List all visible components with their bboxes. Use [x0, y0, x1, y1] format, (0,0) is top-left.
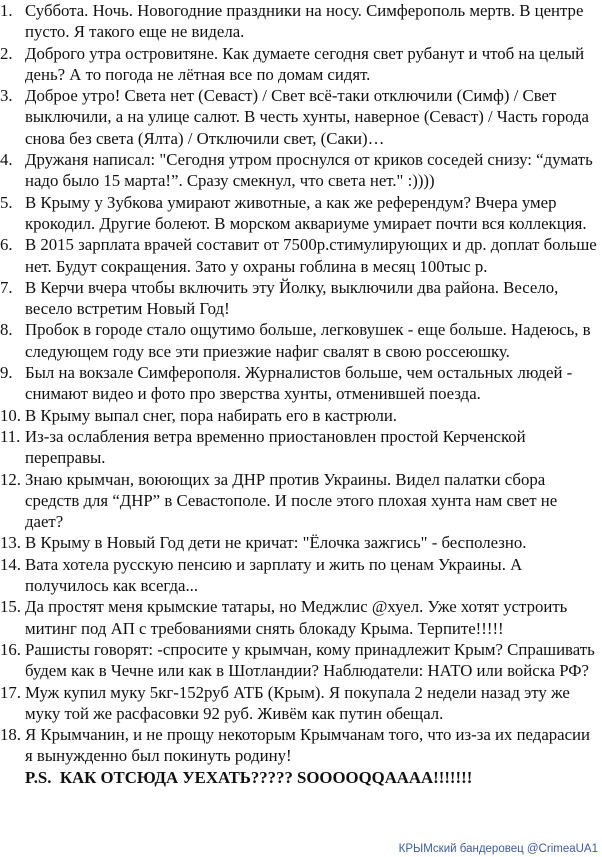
list-item: [0, 532, 602, 553]
list-item-number: 7.: [0, 277, 13, 297]
list-item-number: 12.: [0, 469, 21, 489]
list-item: [0, 149, 602, 192]
list-item-text: В Керчи вчера чтобы включить эту Йолку, выключили два района. Весело, весело встретим Новый Год!: [25, 277, 559, 319]
list-item-text: Муж купил муку 5кг-152руб АТБ (Крым). Я покупала 2 недели назад эту же муку той же расфасовки 92 руб. Живём как путин обещал.: [25, 682, 570, 723]
list-item-number: 1.: [0, 1, 13, 20]
list-item-text: Дружаня написал: "Сегодня утром проснулся от криков соседей снизу: “думать надо было 15 марта!”. Сразу смекнул, что света нет." :)))): [25, 150, 593, 191]
list-item: [0, 319, 602, 362]
list-item-text: Пробок в городе стало ощутимо больше, легковушек - еще больше. Надеюсь, в следующем году все эти приезжие нафиг свалят в свою россеюшку.: [25, 320, 591, 361]
list-item-number: 14.: [0, 554, 21, 574]
list-item-number: 4.: [0, 150, 13, 170]
list-item: [0, 0, 602, 43]
list-item-number: 5.: [0, 192, 13, 212]
list-item-text: Суббота. Ночь. Новогодние праздники на носу. Симферополь мертв. В центре пусто. Я такого еще не видела.: [25, 1, 584, 42]
list-item-text: В Крыму в Новый Год дети не кричат: "Ёлочка зажгись" - бесполезно.: [25, 533, 527, 553]
list-item-number: 8.: [0, 320, 13, 340]
postscript: [0, 767, 602, 788]
list-item: [0, 362, 602, 405]
list-item: [0, 85, 602, 149]
list-item-number: 9.: [0, 363, 13, 383]
list-item: [0, 682, 602, 725]
list-item: [0, 277, 602, 320]
list-item-number: 10.: [0, 405, 21, 425]
list-item: [0, 639, 602, 682]
list-item-text: Знаю крымчан, воюющих за ДНР против Украины. Видел палатки сбора средств для “ДНР” в Севастополе. И после этого плохая хунта нам свет не дает?: [25, 469, 558, 532]
list-item: [0, 234, 602, 277]
list-item-text: Вата хотела русскую пенсию и зарплату и жить по ценам Украины. А получилось как всегда...: [25, 554, 523, 596]
list-item-number: 13.: [0, 533, 21, 553]
list-item-number: 3.: [0, 86, 13, 106]
list-item: [0, 469, 602, 533]
list-item-text: Рашисты говорят: -спросите у крымчан, кому принадлежит Крым? Спрашивать будем как в Чечне или как в Шотландии? Наблюдатели: НАТО или войска РФ?: [25, 639, 595, 681]
list-item-text: В Крыму у Зубкова умирают животные, а как же референдум? Вчера умер крокодил. Другие болеют. В морском аквариуме умирает почти вся коллекция.: [25, 192, 587, 233]
list-item: [0, 724, 602, 767]
watermark: КРЫМский бандеровец @CrimeaUA1: [398, 843, 598, 855]
list-item-number: 17.: [0, 682, 21, 702]
list-item-text: Доброе утро! Света нет (Севаст) / Свет всё-таки отключили (Симф) / Свет выключили, а на улице салют. В честь хунты, наверное (Севаст) / Часть города снова без света (Ялта) / Отключили свет, (Саки)…: [25, 86, 589, 148]
list-item-text: Был на вокзале Симферополя. Журналистов больше, чем остальных людей - снимают видео и фото про зверства хунты, отменившей поезда.: [25, 363, 573, 404]
list-item-number: 15.: [0, 597, 21, 617]
postscript-label: P.S.: [25, 767, 52, 787]
list-item-number: 18.: [0, 725, 21, 745]
list-item-number: 16.: [0, 639, 21, 659]
list-item: [0, 192, 602, 235]
list-item: [0, 596, 602, 639]
list-item-text: Я Крымчанин, и не прощу некоторым Крымчанам того, что из-за их педарасии я вынужденно был покинуть родину!: [25, 725, 591, 766]
list-item: [0, 554, 602, 597]
list-item-text: Из-за ослабления ветра временно приостановлен простой Керченской переправы.: [25, 426, 526, 468]
postscript-text: КАК ОТСЮДА УЕХАТЬ????? SOOOOQQAAAA!!!!!!!: [59, 767, 473, 787]
list-item: [0, 426, 602, 469]
list-item: [0, 405, 602, 426]
list-item-text: Да простят меня крымские татары, но Меджлис @хуел. Уже хотят устроить митинг под АП с требованиями снять блокаду Крыма. Терпите!!!!!: [25, 597, 568, 638]
list-item-number: 6.: [0, 235, 13, 255]
list-item-text: Доброго утра островитяне. Как думаете сегодня свет рубанут и чтоб на целый день? А то погода не лётная все по домам сидят.: [25, 43, 585, 84]
list-item-number: 2.: [0, 43, 13, 63]
list-item-text: В Крыму выпал снег, пора набирать его в кастрюли.: [25, 405, 398, 425]
list-item: [0, 43, 602, 86]
list-item-text: В 2015 зарплата врачей составит от 7500р.стимулирующих и др. доплат больше нет. Будут сокращения. Зато у охраны гоблина в месяц 100тыс р.: [25, 235, 597, 276]
list-item-number: 11.: [0, 426, 21, 446]
